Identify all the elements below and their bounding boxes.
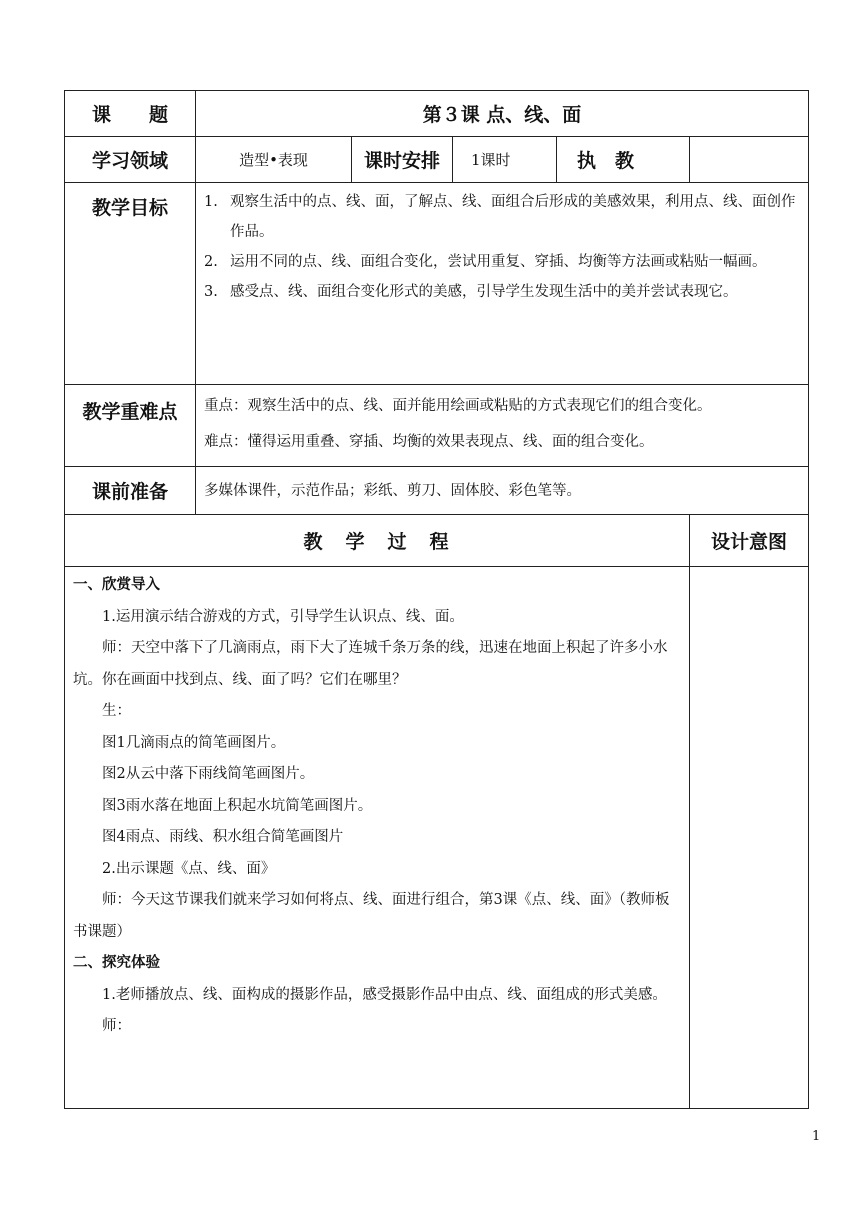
paragraph: 2.出示课题《点、线、面》 (102, 860, 276, 877)
objective-number: 2. (204, 254, 218, 270)
key-points-content (196, 385, 809, 467)
paragraph: 师：天空中落下了几滴雨点，雨下大了连城千条万条的线，迅速在地面上积起了许多小水坑。你在画面中找到点、线、面了吗？它们在哪里？ (73, 640, 668, 688)
paragraph: 师：今天这节课我们就来学习如何将点、线、面进行组合，第3课《点、线、面》（教师板书课题） (73, 892, 670, 940)
topic-value: 第３课 点、线、面 (196, 91, 809, 137)
paragraph: 1.运用演示结合游戏的方式，引导学生认识点、线、面。 (102, 608, 464, 625)
paragraph: 图3雨水落在地面上积起水坑简笔画图片。 (102, 797, 373, 814)
objectives-label: 教学目标 (65, 183, 196, 385)
paragraph: 图4雨点、雨线、积水组合简笔画图片 (102, 829, 344, 845)
domain-row (65, 137, 809, 183)
objectives-list (196, 183, 809, 385)
paragraph: 生： (102, 703, 131, 719)
objective-text: 运用不同的点、线、面组合变化，尝试用重复、穿插、均衡等方法画或粘贴一幅画。 (230, 254, 767, 270)
domain-label: 学习领域 (65, 137, 196, 183)
difficult-point-text: 难点：懂得运用重叠、穿插、均衡的效果表现点、线、面的组合变化。 (204, 434, 654, 450)
process-content (65, 567, 690, 1109)
objective-text: 感受点、线、面组合变化形式的美感，引导学生发现生活中的美并尝试表现它。 (230, 284, 738, 300)
paragraph: 图2从云中落下雨线简笔画图片。 (102, 766, 315, 782)
teacher-label: 执 教 (557, 137, 690, 183)
lesson-plan-table (64, 90, 809, 1109)
preparation-row (65, 467, 809, 515)
paragraph: 图1几滴雨点的简笔画图片。 (102, 734, 286, 751)
schedule-value: 1课时 (453, 137, 557, 183)
section-heading: 二、探究体验 (73, 955, 160, 971)
objective-item (204, 247, 800, 277)
topic-label: 课 题 (65, 91, 196, 137)
key-point-text: 重点：观察生活中的点、线、面并能用绘画或粘贴的方式表现它们的组合变化。 (204, 398, 712, 414)
paragraph: 1.老师播放点、线、面构成的摄影作品，感受摄影作品中由点、线、面组成的形式美感。 (102, 986, 667, 1003)
objective-text: 观察生活中的点、线、面，了解点、线、面组合后形成的美感效果，利用点、线、面创作作品。 (230, 194, 796, 240)
process-title: 教 学 过 程 (65, 515, 690, 567)
objectives-row (65, 183, 809, 385)
key-points-label: 教学重难点 (65, 385, 196, 467)
design-intent-cell (690, 567, 809, 1109)
objective-item (204, 187, 800, 247)
preparation-text: 多媒体课件，示范作品；彩纸、剪刀、固体胶、彩色笔等。 (196, 467, 809, 515)
process-content-row (65, 567, 809, 1109)
process-header-row (65, 515, 809, 567)
page-number: 1 (812, 1129, 821, 1144)
preparation-label: 课前准备 (65, 467, 196, 515)
objective-number: 3. (204, 284, 218, 300)
objective-number: 1. (204, 194, 218, 210)
objective-item (204, 277, 800, 307)
design-intent-label: 设计意图 (690, 515, 809, 567)
schedule-label: 课时安排 (352, 137, 453, 183)
domain-value: 造型•表现 (196, 137, 352, 183)
key-points-row (65, 385, 809, 467)
topic-row (65, 91, 809, 137)
teacher-value (690, 137, 809, 183)
paragraph: 师： (102, 1018, 131, 1034)
section-heading: 一、欣赏导入 (73, 577, 160, 593)
